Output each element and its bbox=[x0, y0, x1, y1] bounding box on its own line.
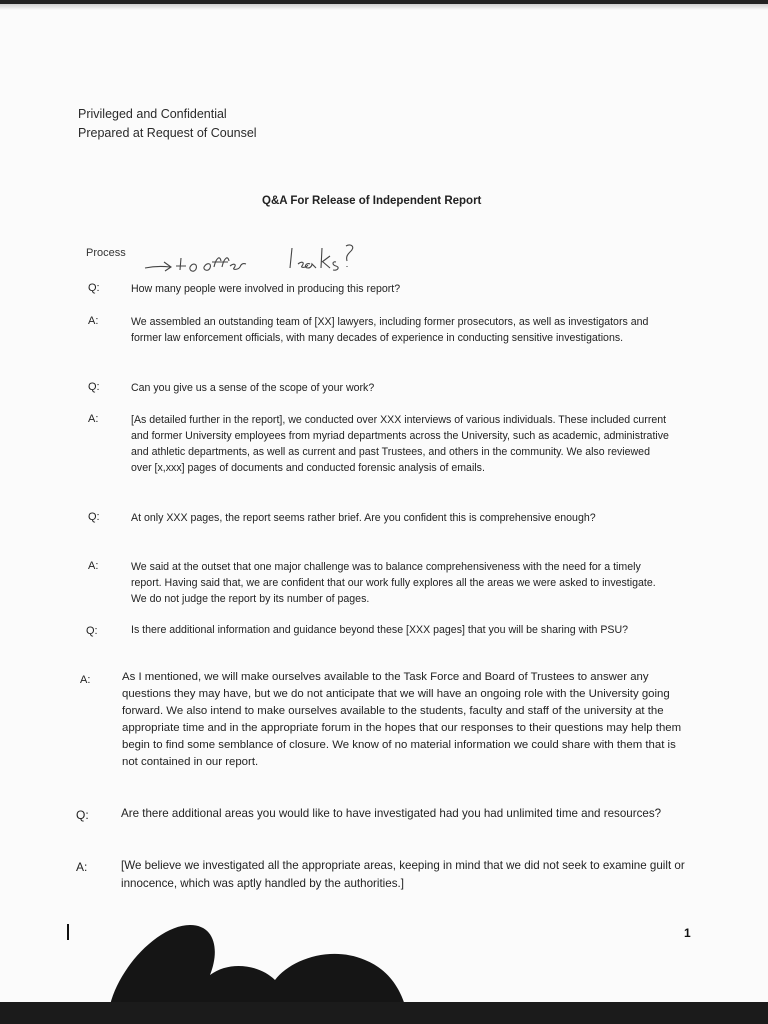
qa-label-a5: A: bbox=[76, 860, 88, 874]
thumb-shadow-shape bbox=[100, 905, 420, 1005]
page-number: 1 bbox=[684, 926, 691, 940]
qa-text-a1: We assembled an outstanding team of [XX] lawyers, including former prosecutors, as well as investigators and former law enforcement officials, with many decades of experience in conducting sensitive investigations. bbox=[131, 316, 649, 344]
header-prepared: Prepared at Request of Counsel bbox=[78, 126, 257, 140]
qa-text-q1: How many people were involved in producing this report? bbox=[131, 283, 401, 295]
qa-text-a5: [We believe we investigated all the appropriate areas, keeping in mind that we did not seek to examine guilt or innocence, which was aptly handled by the authorities.] bbox=[121, 859, 685, 890]
thumb-shadow bbox=[100, 905, 420, 1010]
qa-label-q3: Q: bbox=[88, 511, 100, 523]
qa-text-q2: Can you give us a sense of the scope of your work? bbox=[131, 382, 375, 394]
scan-bottom-border bbox=[0, 1002, 768, 1024]
qa-label-q4: Q: bbox=[86, 625, 98, 637]
qa-label-q1: Q: bbox=[88, 282, 100, 294]
scan-top-shadow bbox=[0, 4, 768, 10]
qa-label-a3: A: bbox=[88, 560, 99, 572]
section-label: Process bbox=[86, 247, 126, 259]
qa-label-q5: Q: bbox=[76, 808, 89, 822]
qa-text-q4: Is there additional information and guidance beyond these [XXX pages] that you will be sharing with PSU? bbox=[131, 624, 629, 636]
qa-text-a3: We said at the outset that one major challenge was to balance comprehensiveness with the need for a timely report. Having said that, we are confident that our work fully explores all the areas we were asked to investigate. We do not judge the report by its number of pages. bbox=[131, 561, 656, 605]
qa-label-q2: Q: bbox=[88, 381, 100, 393]
qa-text-q3: At only XXX pages, the report seems rather brief. Are you confident this is comprehensive enough? bbox=[131, 512, 596, 524]
qa-text-a2: [As detailed further in the report], we conducted over XXX interviews of various individuals. These included current and former University employees from myriad departments across the University, such as academic, administrative and athletic departments, as well as current and past Trustees, and others in the community. We also reviewed over [x,xxx] pages of documents and conducted forensic analysis of emails. bbox=[131, 414, 669, 474]
qa-label-a1: A: bbox=[88, 315, 99, 327]
handwritten-note-scribble bbox=[140, 240, 390, 280]
margin-mark bbox=[67, 924, 69, 940]
header-privileged: Privileged and Confidential bbox=[78, 107, 227, 121]
qa-label-a2: A: bbox=[88, 413, 99, 425]
qa-label-a4: A: bbox=[80, 674, 91, 686]
qa-text-a4: As I mentioned, we will make ourselves available to the Task Force and Board of Trustees to answer any questions they may have, but we do not anticipate that we will have an ongoing role with the University going forward. We also intend to make ourselves available to the students, faculty and staff of the university at the appropriate time and in the appropriate forum in the hopes that our responses to their questions may help them begin to find some semblance of closure. We know of no material information we could share with them that is not contained in our report. bbox=[122, 671, 682, 768]
document-title: Q&A For Release of Independent Report bbox=[262, 195, 482, 207]
handwritten-note bbox=[140, 240, 390, 285]
qa-text-q5: Are there additional areas you would like to have investigated had you had unlimited time and resources? bbox=[121, 807, 662, 820]
confidentiality-header bbox=[78, 105, 257, 143]
